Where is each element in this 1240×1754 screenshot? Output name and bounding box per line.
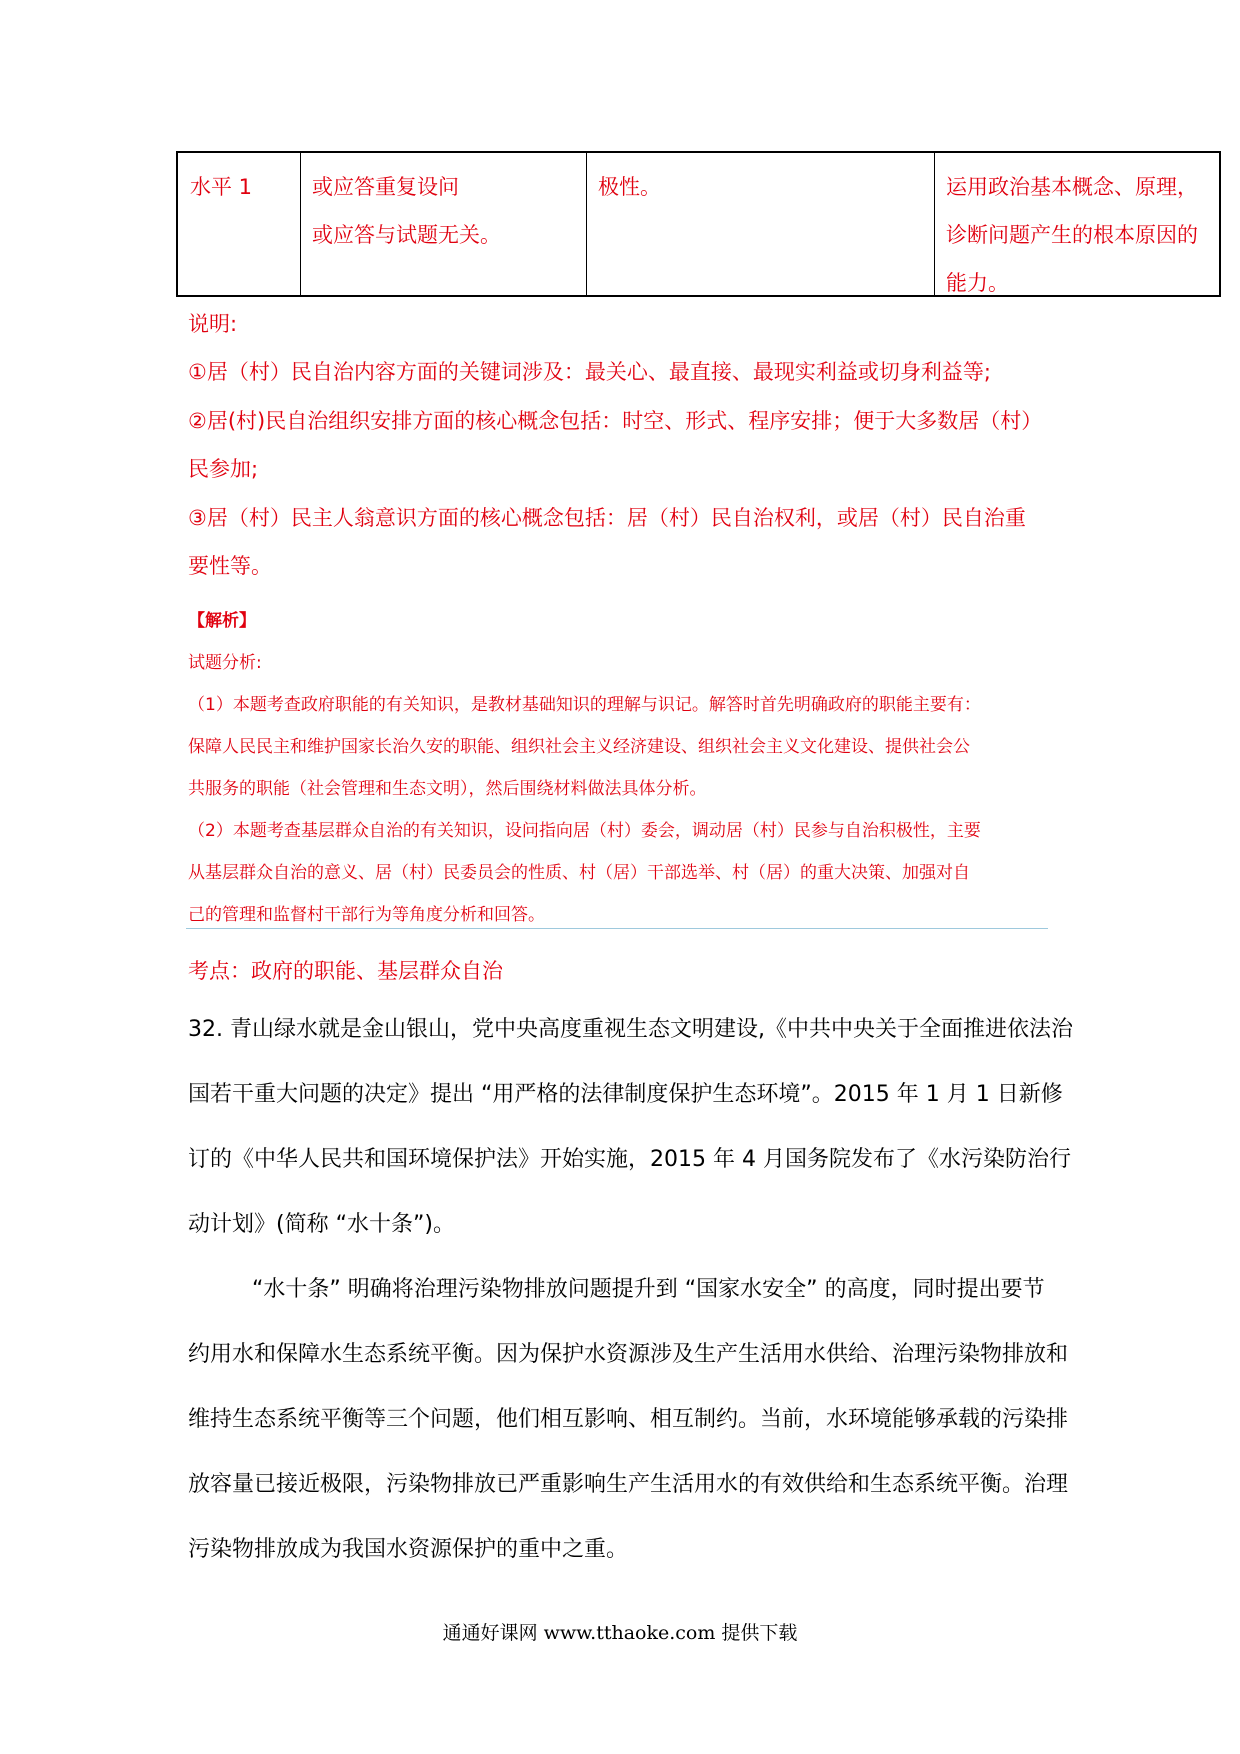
paragraph-line: “水十条” 明确将治理污染物排放问题提升到 “国家水安全” 的高度，同时提出要节 [252,1277,1045,1302]
paragraph-line: 维持生态系统平衡等三个问题，他们相互影响、相互制约。当前，水环境能够承载的污染排 [188,1407,1069,1432]
analysis-line: （1）本题考查政府职能的有关知识，是教材基础知识的理解与识记。解答时首先明确政府的职能主要有： [188,695,981,715]
table-cell-description: 极性。 [598,175,661,199]
analysis-line: 保障人民民主和维护国家长治久安的职能、组织社会主义经济建设、组织社会主义文化建设、提供社会公 [188,737,970,757]
table-cell-level: 水平 1 [190,175,253,199]
table-cell-criteria: 或应答重复设问 或应答与试题无关。 [312,175,501,247]
kaodian-line: 考点：政府的职能、基层群众自治 [188,959,503,983]
question-line: 国若干重大问题的决定》提出 “用严格的法律制度保护生态环境”。2015 年 1 月 1 日新修 [188,1082,1063,1107]
analysis-subheading: 试题分析: [188,653,262,673]
explanation-line: ②居(村)民自治组织安排方面的核心概念包括：时空、形式、程序安排；便于大多数居（村） [188,409,1043,433]
analysis-line: 从基层群众自治的意义、居（村）民委员会的性质、村（居）干部选举、村（居）的重大决策、加强对自 [188,863,970,883]
scoring-table [176,151,1221,297]
page-footer: 通通好课网 www.tthaoke.com 提供下载 [442,1622,798,1644]
question-line: 动计划》(简称 “水十条”)。 [188,1212,455,1237]
explanation-line: 要性等。 [188,554,272,578]
analysis-line: 共服务的职能（社会管理和生态文明），然后围绕材料做法具体分析。 [188,779,707,799]
question-line: 订的《中华人民共和国环境保护法》开始实施，2015 年 4 月国务院发布了《水污染防治行 [188,1147,1071,1172]
explanation-line: 民参加; [188,457,259,481]
paragraph-line: 约用水和保障水生态系统平衡。因为保护水资源涉及生产生活用水供给、治理污染物排放和 [188,1342,1069,1367]
table-divider [586,153,587,295]
table-cell-ability: 运用政治基本概念、原理， 诊断问题产生的根本原因的 能力。 [946,175,1198,295]
question-line: 32. 青山绿水就是金山银山，党中央高度重视生态文明建设,《中共中央关于全面推进依法治 [188,1017,1073,1042]
table-divider [300,153,301,295]
analysis-heading: 【解析】 [188,611,256,631]
table-divider [934,153,935,295]
divider-line [186,928,1048,929]
analysis-line: 己的管理和监督村干部行为等角度分析和回答。 [188,905,545,925]
paragraph-line: 污染物排放成为我国水资源保护的重中之重。 [188,1537,629,1562]
explanation-line: ③居（村）民主人翁意识方面的核心概念包括：居（村）民自治权利，或居（村）民自治重 [188,506,1026,530]
explanation-line: ①居（村）民自治内容方面的关键词涉及：最关心、最直接、最现实利益或切身利益等; [188,360,991,384]
explanation-heading: 说明: [188,312,238,336]
paragraph-line: 放容量已接近极限，污染物排放已严重影响生产生活用水的有效供给和生态系统平衡。治理 [188,1472,1069,1497]
analysis-line: （2）本题考查基层群众自治的有关知识，设问指向居（村）委会，调动居（村）民参与自治积极性，主要 [188,821,981,841]
